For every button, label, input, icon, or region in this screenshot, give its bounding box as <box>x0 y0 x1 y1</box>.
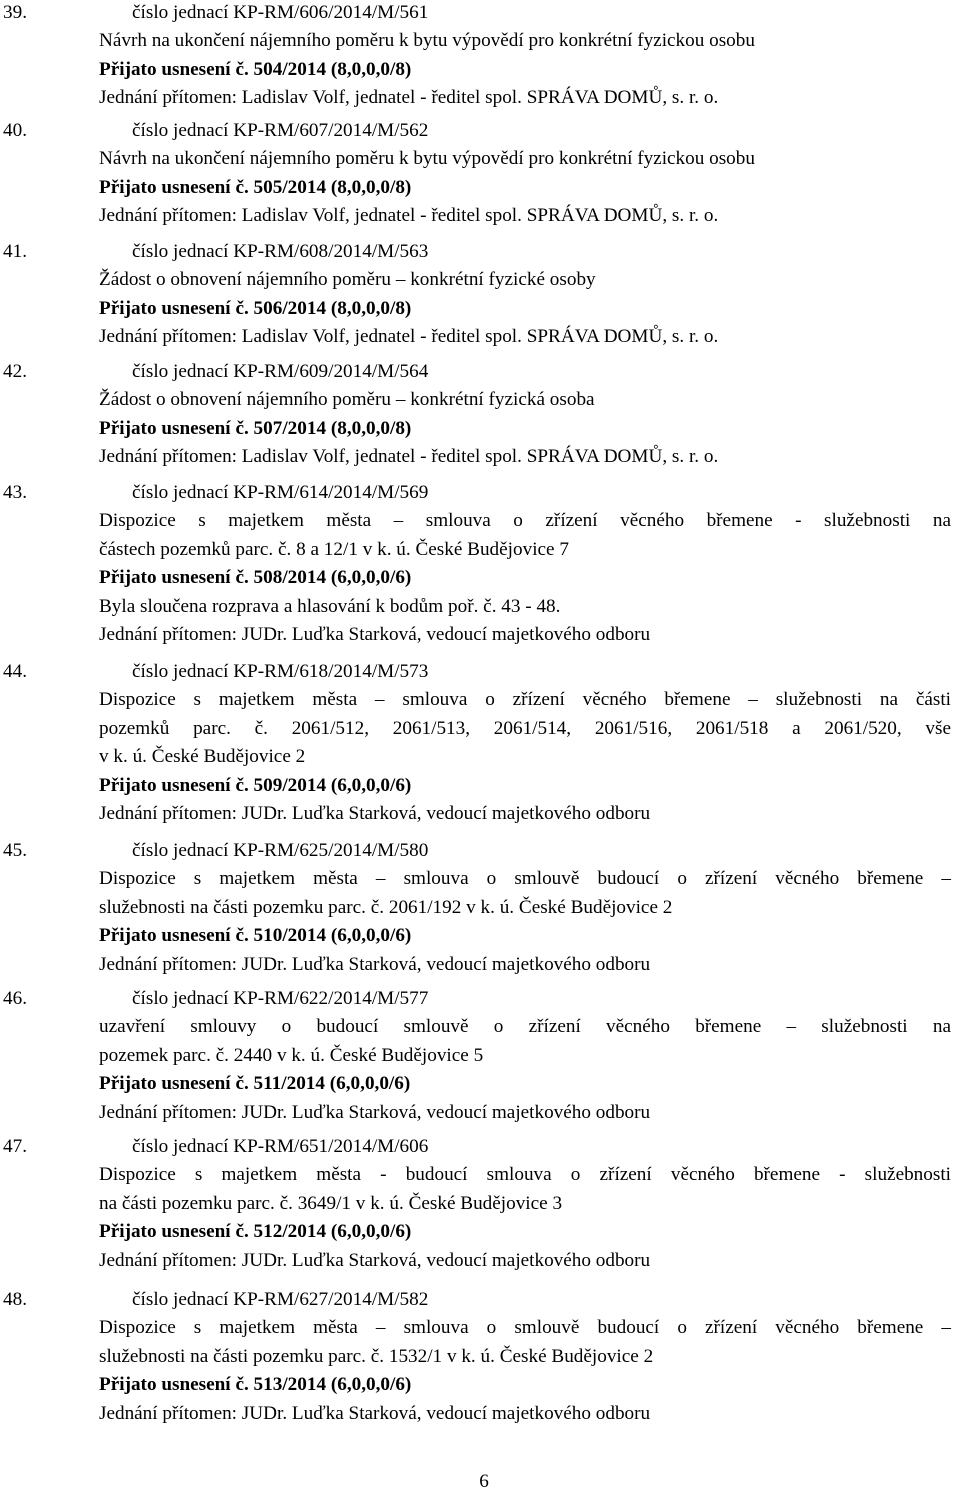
item-number: 46. <box>3 988 27 1009</box>
resolution-line: Přijato usnesení č. 512/2014 (6,0,0,0/6) <box>99 1221 412 1243</box>
reference-number: číslo jednací KP-RM/618/2014/M/573 <box>132 661 429 682</box>
attendee-line: Jednání přítomen: JUDr. Luďka Starková, vedoucí majetkového odboru <box>99 624 651 645</box>
attendee-line: Jednání přítomen: Ladislav Volf, jednatel - ředitel spol. SPRÁVA DOMŮ, s. r. o. <box>99 205 719 227</box>
item-subject-line: Dispozice s majetkem města – smlouva o smlouvě budoucí o zřízení věcného břemene – <box>99 868 951 890</box>
item-subject-line: Návrh na ukončení nájemního poměru k bytu výpovědí pro konkrétní fyzickou osobu <box>99 148 755 170</box>
attendee-line: Jednání přítomen: JUDr. Luďka Starková, vedoucí majetkového odboru <box>99 1249 651 1271</box>
reference-number: číslo jednací KP-RM/614/2014/M/569 <box>132 482 429 503</box>
reference-number: číslo jednací KP-RM/609/2014/M/564 <box>132 361 429 382</box>
reference-number: číslo jednací KP-RM/622/2014/M/577 <box>132 988 429 1009</box>
attendee-line: Jednání přítomen: Ladislav Volf, jednatel - ředitel spol. SPRÁVA DOMŮ, s. r. o. <box>99 87 719 109</box>
reference-number: číslo jednací KP-RM/606/2014/M/561 <box>132 2 429 23</box>
reference-number: číslo jednací KP-RM/627/2014/M/582 <box>132 1289 429 1310</box>
item-subject-line: pozemků parc. č. 2061/512, 2061/513, 2061/514, 2061/516, 2061/518 a 2061/520, vše <box>99 717 951 739</box>
resolution-line: Přijato usnesení č. 511/2014 (6,0,0,0/6) <box>99 1073 411 1095</box>
item-number: 43. <box>3 482 27 503</box>
item-number: 45. <box>3 840 27 861</box>
resolution-line: Přijato usnesení č. 505/2014 (8,0,0,0/8) <box>99 176 412 198</box>
reference-number: číslo jednací KP-RM/625/2014/M/580 <box>132 840 429 861</box>
reference-number: číslo jednací KP-RM/651/2014/M/606 <box>132 1136 429 1157</box>
item-subject-line: Dispozice s majetkem města – smlouva o zřízení věcného břemene - služebnosti na <box>99 510 951 532</box>
attendee-line: Jednání přítomen: Ladislav Volf, jednatel - ředitel spol. SPRÁVA DOMŮ, s. r. o. <box>99 326 719 348</box>
resolution-line: Přijato usnesení č. 508/2014 (6,0,0,0/6) <box>99 567 412 589</box>
resolution-line: Přijato usnesení č. 510/2014 (6,0,0,0/6) <box>99 925 412 947</box>
item-subject-line: Dispozice s majetkem města – smlouva o smlouvě budoucí o zřízení věcného břemene – <box>99 1317 951 1339</box>
reference-number: číslo jednací KP-RM/608/2014/M/563 <box>132 241 429 262</box>
resolution-line: Přijato usnesení č. 513/2014 (6,0,0,0/6) <box>99 1374 412 1396</box>
item-number: 47. <box>3 1136 27 1157</box>
attendee-line: Jednání přítomen: Ladislav Volf, jednatel - ředitel spol. SPRÁVA DOMŮ, s. r. o. <box>99 446 719 468</box>
item-subject-line: Dispozice s majetkem města – smlouva o zřízení věcného břemene – služebnosti na části <box>99 689 951 711</box>
item-subject-line: Žádost o obnovení nájemního poměru – konkrétní fyzická osoba <box>99 389 595 411</box>
item-subject-line: Dispozice s majetkem města - budoucí smlouva o zřízení věcného břemene - služebnosti <box>99 1164 951 1186</box>
attendee-line: Jednání přítomen: JUDr. Luďka Starková, vedoucí majetkového odboru <box>99 1402 651 1424</box>
item-subject-line: pozemek parc. č. 2440 v k. ú. České Budějovice 5 <box>99 1044 484 1066</box>
item-subject-line: částech pozemků parc. č. 8 a 12/1 v k. ú. České Budějovice 7 <box>99 538 569 560</box>
item-subject-line: služebnosti na části pozemku parc. č. 1532/1 v k. ú. České Budějovice 2 <box>99 1345 654 1367</box>
attendee-line: Jednání přítomen: JUDr. Luďka Starková, vedoucí majetkového odboru <box>99 953 651 975</box>
item-subject-line: Žádost o obnovení nájemního poměru – konkrétní fyzické osoby <box>99 269 596 291</box>
item-number: 41. <box>3 241 27 262</box>
item-subject-line: Návrh na ukončení nájemního poměru k bytu výpovědí pro konkrétní fyzickou osobu <box>99 30 755 52</box>
item-subject-line: služebnosti na části pozemku parc. č. 2061/192 v k. ú. České Budějovice 2 <box>99 896 673 918</box>
item-subject-line: na části pozemku parc. č. 3649/1 v k. ú. České Budějovice 3 <box>99 1192 563 1214</box>
item-number: 39. <box>3 2 27 23</box>
item-subject-line: v k. ú. České Budějovice 2 <box>99 746 306 768</box>
item-subject-line: uzavření smlouvy o budoucí smlouvě o zřízení věcného břemene – služebnosti na <box>99 1016 951 1038</box>
reference-number: číslo jednací KP-RM/607/2014/M/562 <box>132 120 429 141</box>
resolution-line: Přijato usnesení č. 507/2014 (8,0,0,0/8) <box>99 417 412 439</box>
page-number: 6 <box>479 1471 489 1492</box>
resolution-line: Přijato usnesení č. 504/2014 (8,0,0,0/8) <box>99 58 412 80</box>
item-number: 48. <box>3 1289 27 1310</box>
attendee-line: Jednání přítomen: JUDr. Luďka Starková, vedoucí majetkového odboru <box>99 1101 651 1123</box>
item-note: Byla sloučena rozprava a hlasování k bodům poř. č. 43 - 48. <box>99 595 561 617</box>
resolution-line: Přijato usnesení č. 509/2014 (6,0,0,0/6) <box>99 774 412 796</box>
item-number: 44. <box>3 661 27 682</box>
item-number: 40. <box>3 120 27 141</box>
resolution-line: Přijato usnesení č. 506/2014 (8,0,0,0/8) <box>99 297 412 319</box>
item-number: 42. <box>3 361 27 382</box>
attendee-line: Jednání přítomen: JUDr. Luďka Starková, vedoucí majetkového odboru <box>99 803 651 824</box>
